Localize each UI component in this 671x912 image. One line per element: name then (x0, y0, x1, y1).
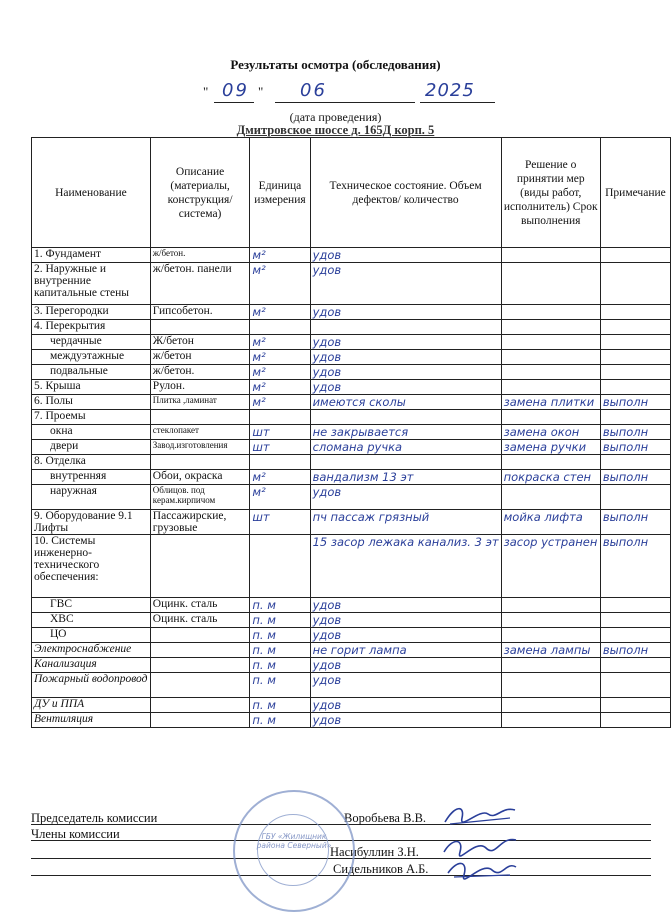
table-row (32, 335, 671, 350)
row-name: подвальные (32, 365, 151, 380)
row-condition: удов (310, 485, 501, 510)
table-row (32, 320, 671, 335)
row-condition: удов (310, 248, 501, 263)
row-decision: мойка лифта (501, 510, 600, 535)
inspection-table (31, 137, 671, 728)
member2-name: Сидельников А.Б. (333, 862, 429, 876)
row-unit: шт (250, 425, 310, 440)
row-name: 8. Отделка (32, 455, 151, 470)
row-name: 7. Проемы (32, 410, 151, 425)
table-row (32, 698, 671, 713)
row-unit: м² (250, 365, 310, 380)
row-condition: удов (310, 628, 501, 643)
table-row (32, 395, 671, 410)
row-description: ж/бетон (150, 350, 250, 365)
row-condition: удов (310, 350, 501, 365)
table-row (32, 248, 671, 263)
row-description: Гипсобетон. (150, 305, 250, 320)
row-decision (501, 380, 600, 395)
row-condition: удов (310, 365, 501, 380)
row-note (600, 628, 670, 643)
row-decision (501, 628, 600, 643)
row-unit: м² (250, 380, 310, 395)
table-row (32, 263, 671, 305)
row-decision (501, 613, 600, 628)
row-decision: замена окон (501, 425, 600, 440)
row-decision (501, 365, 600, 380)
member1-name: Насибуллин З.Н. (330, 845, 419, 859)
chair-name: Воробьева В.В. (344, 811, 427, 825)
row-unit: п. м (250, 673, 310, 698)
table-row (32, 425, 671, 440)
row-name: чердачные (32, 335, 151, 350)
row-note (600, 598, 670, 613)
date-day: 09 (222, 80, 249, 101)
date-year: 2025 (425, 80, 475, 101)
row-unit: м² (250, 305, 310, 320)
row-unit: м² (250, 470, 310, 485)
row-note (600, 248, 670, 263)
date-line: " 09 " 06 2025 (0, 84, 671, 110)
row-decision: засор устранен (501, 535, 600, 598)
chair-label: Председатель комиссии (31, 811, 158, 825)
row-note (600, 320, 670, 335)
members-label: Члены комиссии (31, 827, 120, 841)
col-header-unit: Единица измерения (250, 138, 310, 248)
table-row (32, 613, 671, 628)
address: Дмитровское шоссе д. 165Д корп. 5 (236, 123, 435, 137)
row-name: междуэтажные (32, 350, 151, 365)
table-row (32, 485, 671, 510)
row-unit: м² (250, 248, 310, 263)
row-name: 3. Перегородки (32, 305, 151, 320)
table-row (32, 410, 671, 425)
table-row (32, 658, 671, 673)
row-description (150, 643, 250, 658)
row-name: ДУ и ППА (32, 698, 151, 713)
row-condition (310, 455, 501, 470)
row-note (600, 713, 670, 728)
signature-member2 (442, 855, 522, 885)
row-unit: п. м (250, 613, 310, 628)
row-decision (501, 263, 600, 305)
row-unit: м² (250, 350, 310, 365)
row-unit: п. м (250, 658, 310, 673)
table-row (32, 628, 671, 643)
row-unit (250, 455, 310, 470)
row-description: Облицов. под керам.кирпичом (150, 485, 250, 510)
table-row (32, 305, 671, 320)
row-name: 5. Крыша (32, 380, 151, 395)
col-header-name: Наименование (32, 138, 151, 248)
row-note (600, 335, 670, 350)
row-note (600, 410, 670, 425)
table-row (32, 380, 671, 395)
row-unit (250, 535, 310, 598)
row-decision (501, 335, 600, 350)
row-note: выполн (600, 510, 670, 535)
row-name: ЦО (32, 628, 151, 643)
row-note: выполн (600, 470, 670, 485)
row-name: двери (32, 440, 151, 455)
row-name: 9. Оборудование 9.1 Лифты (32, 510, 151, 535)
table-row (32, 598, 671, 613)
table-row (32, 440, 671, 455)
row-description: Завод.изготовления (150, 440, 250, 455)
row-decision (501, 598, 600, 613)
row-condition (310, 410, 501, 425)
row-condition: 15 засор лежака канализ. 3 эт (310, 535, 501, 598)
row-decision (501, 350, 600, 365)
table-row (32, 470, 671, 485)
row-name: внутренняя (32, 470, 151, 485)
row-condition: не горит лампа (310, 643, 501, 658)
row-unit: п. м (250, 643, 310, 658)
row-unit: п. м (250, 598, 310, 613)
row-name: Электроснабжение (32, 643, 151, 658)
date-caption: (дата проведения) (289, 110, 382, 124)
row-note (600, 673, 670, 698)
row-condition: удов (310, 658, 501, 673)
row-unit: п. м (250, 628, 310, 643)
row-condition: не закрывается (310, 425, 501, 440)
row-name: Вентиляция (32, 713, 151, 728)
row-unit: п. м (250, 698, 310, 713)
row-description (150, 455, 250, 470)
row-unit: шт (250, 440, 310, 455)
row-name: наружная (32, 485, 151, 510)
row-condition: удов (310, 380, 501, 395)
row-decision (501, 713, 600, 728)
row-note (600, 305, 670, 320)
row-description (150, 673, 250, 698)
col-header-note: Примечание (600, 138, 670, 248)
row-description (150, 698, 250, 713)
row-condition: удов (310, 613, 501, 628)
row-description: ж/бетон. (150, 365, 250, 380)
row-name: Канализация (32, 658, 151, 673)
row-decision: покраска стен (501, 470, 600, 485)
row-unit (250, 410, 310, 425)
row-name: окна (32, 425, 151, 440)
row-decision (501, 410, 600, 425)
row-condition: удов (310, 698, 501, 713)
row-decision (501, 658, 600, 673)
row-note (600, 263, 670, 305)
table-row (32, 535, 671, 598)
row-unit: м² (250, 263, 310, 305)
table-row (32, 510, 671, 535)
row-note: выполн (600, 395, 670, 410)
row-condition: удов (310, 713, 501, 728)
row-note: выполн (600, 440, 670, 455)
row-name: ГВС (32, 598, 151, 613)
row-name: Пожарный водопровод (32, 673, 151, 698)
row-decision (501, 485, 600, 510)
row-name: 6. Полы (32, 395, 151, 410)
col-header-condition: Техническое состояние. Объем дефектов/ количество (310, 138, 501, 248)
table-row (32, 643, 671, 658)
row-note (600, 350, 670, 365)
table-row (32, 365, 671, 380)
row-condition: удов (310, 335, 501, 350)
row-decision (501, 320, 600, 335)
row-unit: п. м (250, 713, 310, 728)
row-name: 10. Системы инженерно-технического обеспечения: (32, 535, 151, 598)
row-condition: вандализм 13 эт (310, 470, 501, 485)
row-unit: шт (250, 510, 310, 535)
row-decision (501, 673, 600, 698)
row-unit: м² (250, 395, 310, 410)
row-description: стеклопакет (150, 425, 250, 440)
row-name: ХВС (32, 613, 151, 628)
row-description: Оцинк. сталь (150, 613, 250, 628)
row-unit: м² (250, 335, 310, 350)
row-note (600, 380, 670, 395)
col-header-decision: Решение о принятии мер (виды работ, исполнитель) Срок выполнения (501, 138, 600, 248)
row-condition: пч пассаж грязный (310, 510, 501, 535)
row-note (600, 658, 670, 673)
row-condition: имеются сколы (310, 395, 501, 410)
row-description (150, 658, 250, 673)
row-description (150, 535, 250, 598)
official-stamp (233, 790, 355, 912)
row-decision: замена лампы (501, 643, 600, 658)
row-note (600, 455, 670, 470)
signature-chair (440, 800, 520, 830)
row-note (600, 613, 670, 628)
row-description (150, 628, 250, 643)
row-decision: замена плитки (501, 395, 600, 410)
table-row (32, 455, 671, 470)
row-decision (501, 455, 600, 470)
row-condition: удов (310, 305, 501, 320)
row-description: Обои, окраска (150, 470, 250, 485)
row-note: выполн (600, 643, 670, 658)
row-description: ж/бетон. панели (150, 263, 250, 305)
document-title: Результаты осмотра (обследования) (230, 57, 441, 72)
row-name: 4. Перекрытия (32, 320, 151, 335)
row-description: Плитка ,ламинат (150, 395, 250, 410)
table-row (32, 350, 671, 365)
row-name: 1. Фундамент (32, 248, 151, 263)
row-note (600, 485, 670, 510)
table-row (32, 713, 671, 728)
row-decision (501, 248, 600, 263)
row-unit (250, 320, 310, 335)
row-decision (501, 698, 600, 713)
row-description (150, 320, 250, 335)
row-note: выполн (600, 425, 670, 440)
row-note (600, 365, 670, 380)
row-description: Рулон. (150, 380, 250, 395)
table-row (32, 673, 671, 698)
row-condition: удов (310, 598, 501, 613)
row-description: ж/бетон. (150, 248, 250, 263)
row-description: Ж/бетон (150, 335, 250, 350)
row-unit: м² (250, 485, 310, 510)
date-month: 06 (300, 80, 327, 101)
header-row (32, 138, 671, 248)
row-condition (310, 320, 501, 335)
row-condition: удов (310, 263, 501, 305)
row-note (600, 698, 670, 713)
row-description: Пассажирские, грузовые (150, 510, 250, 535)
row-decision (501, 305, 600, 320)
row-description (150, 713, 250, 728)
col-header-description: Описание (материалы, конструкция/ система) (150, 138, 250, 248)
row-note: выполн (600, 535, 670, 598)
row-condition: удов (310, 673, 501, 698)
row-name: 2. Наружные и внутренние капитальные стены (32, 263, 151, 305)
row-decision: замена ручки (501, 440, 600, 455)
row-description: Оцинк. сталь (150, 598, 250, 613)
stamp-text: ГБУ «Жилищник района Северный» (256, 832, 332, 850)
row-condition: сломана ручка (310, 440, 501, 455)
row-description (150, 410, 250, 425)
